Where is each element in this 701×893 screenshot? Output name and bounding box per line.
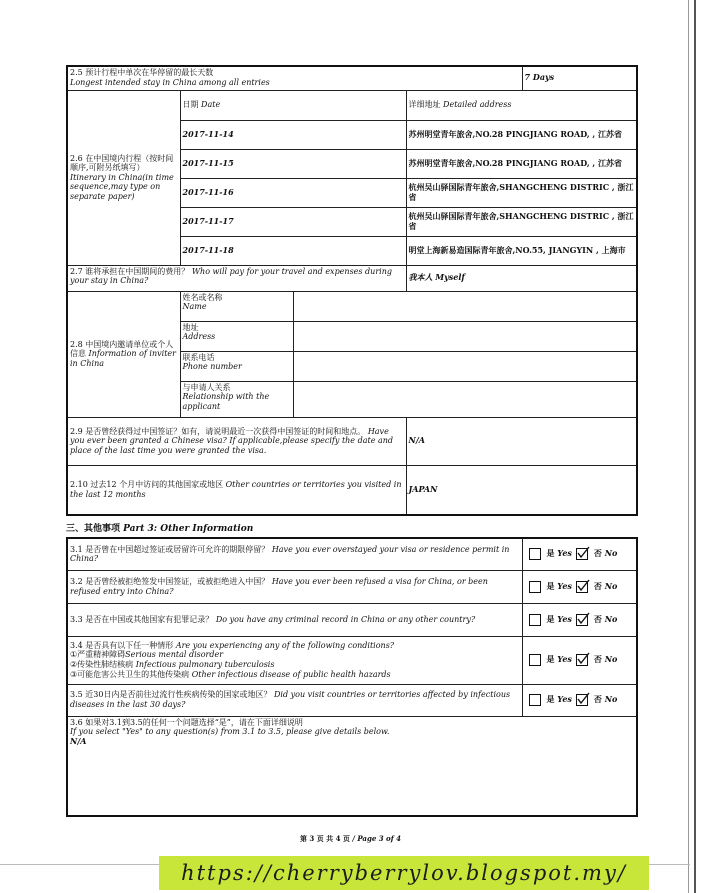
- q3-6-en: If you select "Yes" to any question(s) from 3.1 to 3.5, please give details below.: [70, 727, 390, 737]
- yes-label-en: Yes: [557, 548, 572, 559]
- inviter-relationship-cn: 与申请人关系: [182, 382, 231, 392]
- no-label-cn: 否: [593, 654, 602, 664]
- q3-1-cn: 3.1 是否曾在中国超过签证或居留许可允许的期限停留？: [70, 544, 270, 554]
- yes-checkbox[interactable]: [529, 614, 541, 626]
- inviter-name-value[interactable]: [293, 291, 637, 321]
- yes-label-en: Yes: [557, 580, 572, 591]
- inviter-relationship-value[interactable]: [293, 381, 637, 417]
- date-header-cn: 日期: [182, 100, 199, 110]
- condition-2-en: Infectious pulmonary tuberculosis: [135, 660, 275, 669]
- part3-title-cn: 三、其他事项: [66, 524, 121, 534]
- date-header: [180, 90, 406, 120]
- q2-7-value[interactable]: 我本人 Myself: [406, 265, 637, 291]
- inviter-phone-cn: 联系电话: [182, 352, 215, 362]
- yes-checkbox[interactable]: [529, 654, 541, 666]
- q3-2-row: [67, 570, 637, 603]
- row-2-9: [67, 417, 637, 465]
- yes-label-en: Yes: [557, 613, 572, 624]
- address-header-en: Detailed address: [443, 100, 512, 110]
- q2-9-label: [67, 417, 406, 465]
- no-label-en: No: [604, 548, 618, 559]
- no-checkbox[interactable]: [576, 654, 588, 666]
- no-label-cn: 否: [593, 580, 602, 591]
- q2-10-value[interactable]: JAPAN: [406, 465, 637, 515]
- itinerary-date[interactable]: 2017-11-16: [180, 178, 406, 207]
- q2-8-label: [67, 291, 180, 417]
- page-edge-shadow: [694, 0, 696, 893]
- q3-3-answer: [522, 603, 637, 636]
- itinerary-date[interactable]: 2017-11-17: [180, 207, 406, 236]
- part3-table: [66, 537, 638, 817]
- yes-label-cn: 是: [546, 694, 555, 704]
- q3-1-label: [67, 538, 522, 570]
- no-label-en: No: [604, 613, 618, 624]
- inviter-address-value[interactable]: [293, 321, 637, 351]
- q2-6-label-cn: 2.6 在中国境内行程（按时间顺序,可附另纸填写）: [70, 153, 174, 173]
- checkmark-icon: [576, 546, 590, 560]
- row-2-5: [67, 66, 637, 90]
- q2-6-label-en: Itinerary in China(in time sequence,may type on separate paper): [70, 172, 174, 201]
- q2-8-label-en: Information of inviter in China: [70, 349, 176, 368]
- inviter-name-en: Name: [182, 302, 207, 312]
- q3-5-en: Did you visit countries or territories affected by infectious diseases in the last 30 days?: [70, 690, 511, 709]
- q3-5-row: [67, 684, 637, 716]
- row-2-6-header: [67, 90, 637, 120]
- q3-6-row: [67, 716, 637, 816]
- itinerary-table: [66, 65, 638, 516]
- condition-3-en: Other infectious disease of public health hazards: [191, 669, 391, 679]
- q3-2-answer: [522, 570, 637, 603]
- yes-label-cn: 是: [546, 548, 555, 559]
- q3-5-cn: 3.5 近30日内是否前往过流行性疾病传染的国家或地区？: [70, 690, 272, 700]
- itinerary-date[interactable]: 2017-11-14: [180, 120, 406, 149]
- q3-1-answer: [522, 538, 637, 570]
- q3-4-en: Are you experiencing any of the following conditions?: [175, 640, 395, 650]
- no-checkbox[interactable]: [576, 614, 588, 626]
- page-footer: [0, 834, 701, 844]
- q2-5-value[interactable]: 7 Days: [522, 66, 637, 90]
- inviter-name-label: [180, 291, 293, 321]
- page-edge-line: [688, 0, 689, 893]
- q3-3-cn: 3.3 是否在中国或其他国家有犯罪记录？: [70, 614, 214, 624]
- condition-3-cn: ③可能危害公共卫生的其他传染病: [70, 669, 190, 679]
- inviter-name-cn: 姓名或名称: [182, 292, 223, 302]
- row-2-10: [67, 465, 637, 515]
- inviter-address-en: Address: [182, 332, 216, 342]
- condition-2-cn: ②传染性肺结核病: [70, 660, 134, 669]
- itinerary-date[interactable]: 2017-11-15: [180, 149, 406, 178]
- inviter-address-label: [180, 321, 293, 351]
- q3-2-en: Have you ever been refused a visa for China, or been refused entry into China?: [70, 576, 488, 596]
- row-2-8-name: [67, 291, 637, 321]
- inviter-address-cn: 地址: [182, 322, 199, 332]
- q3-2-label: [67, 570, 522, 603]
- q2-10-label-en: Other countries or territories you visited in the last 12 months: [70, 480, 402, 499]
- q3-4-label: [67, 636, 522, 684]
- checkmark-icon: [576, 652, 590, 666]
- q2-9-label-en: Have you ever been granted a Chinese visa? If applicable,please specify the date and place of the last time you were granted the visa.: [70, 426, 394, 455]
- q2-5-label: [67, 66, 522, 90]
- yes-label-cn: 是: [546, 580, 555, 591]
- q3-4-row: [67, 636, 637, 684]
- no-label-cn: 否: [593, 613, 602, 624]
- q3-6-value: N/A: [70, 735, 87, 746]
- itinerary-date[interactable]: 2017-11-18: [180, 236, 406, 265]
- yes-checkbox[interactable]: [529, 548, 541, 560]
- q3-3-row: [67, 603, 637, 636]
- form-sheet: [66, 65, 636, 516]
- inviter-phone-label: [180, 351, 293, 381]
- q3-5-label: [67, 684, 522, 716]
- condition-1-en: Serious mental disorder: [125, 650, 224, 660]
- itinerary-address[interactable]: 苏州明堂青年旅舍,NO.28 PINGJIANG ROAD, , 江苏省: [406, 120, 637, 149]
- q3-1-row: [67, 538, 637, 570]
- q2-7-label-cn: 2.7 谁将承担在中国期间的费用？: [70, 266, 190, 276]
- q3-1-en: Have you ever overstayed your visa or residence permit in China?: [70, 544, 510, 564]
- checkmark-icon: [576, 692, 590, 706]
- no-checkbox[interactable]: [576, 581, 588, 593]
- blog-watermark: https://cherryberrylov.blogspot.my/: [159, 856, 649, 890]
- address-header: [406, 90, 637, 120]
- q3-6-cn: 3.6 如果对3.1到3.5的任何一个问题选择“是”，请在下面详细说明: [70, 717, 303, 727]
- no-label-cn: 否: [593, 548, 602, 559]
- part3-title: [66, 521, 253, 534]
- yes-label-en: Yes: [557, 654, 572, 664]
- q2-7-label-en: Who will pay for your travel and expenses during your stay in China?: [70, 266, 392, 286]
- q3-3-label: [67, 603, 522, 636]
- yes-label-en: Yes: [557, 694, 572, 704]
- inviter-relationship-en: Relationship with the applicant: [182, 392, 270, 411]
- row-2-7: [67, 265, 637, 291]
- q3-4-cn: 3.4 是否具有以下任一种情形: [70, 640, 174, 650]
- no-label-en: No: [604, 654, 618, 664]
- q2-6-label: [67, 90, 180, 265]
- yes-checkbox[interactable]: [529, 694, 541, 706]
- no-label-cn: 否: [593, 694, 602, 704]
- yes-label-cn: 是: [546, 654, 555, 664]
- yes-checkbox[interactable]: [529, 581, 541, 593]
- itinerary-address[interactable]: 杭州吴山驿国际青年旅舍,SHANGCHENG DISTRIC , 浙江省: [406, 178, 637, 207]
- q2-9-label-cn: 2.9 是否曾经获得过中国签证？如有，请说明最近一次获得中国签证的时间和地点。: [70, 426, 366, 436]
- yes-label-cn: 是: [546, 613, 555, 624]
- address-header-cn: 详细地址: [408, 100, 441, 110]
- q2-10-label-cn: 2.10 过去12 个月中访问的其他国家或地区: [70, 480, 224, 490]
- footer-en: / Page 3 of 4: [352, 834, 402, 843]
- q3-3-en: Do you have any criminal record in China or any other country?: [215, 614, 476, 624]
- q3-4-answer: [522, 636, 637, 684]
- no-checkbox[interactable]: [576, 548, 588, 560]
- q2-7-label: [67, 265, 406, 291]
- inviter-relationship-label: [180, 381, 293, 417]
- q2-5-label-en: Longest intended stay in China among all entries: [70, 77, 270, 87]
- itinerary-address[interactable]: 杭州吴山驿国际青年旅舍,SHANGCHENG DISTRIC , 浙江省: [406, 207, 637, 236]
- q2-8-label-cn: 2.8 中国境内邀请单位或个人信息: [70, 339, 174, 359]
- inviter-phone-en: Phone number: [182, 362, 242, 372]
- no-label-en: No: [604, 580, 618, 591]
- q3-2-cn: 3.2 是否曾经被拒绝签发中国签证，或被拒绝进入中国？: [70, 576, 270, 586]
- footer-cn: 第 3 页 共 4 页: [299, 834, 350, 843]
- checkmark-icon: [576, 612, 590, 626]
- q2-10-label: [67, 465, 406, 515]
- q2-5-label-cn: 2.5 预计行程中单次在华停留的最长天数: [70, 68, 214, 77]
- condition-1-cn: ①严重精神障碍: [70, 650, 126, 660]
- checkmark-icon: [576, 579, 590, 593]
- no-label-en: No: [604, 694, 618, 704]
- q3-5-answer: [522, 684, 637, 716]
- q3-6-details[interactable]: [67, 716, 637, 816]
- q2-9-value[interactable]: N/A: [406, 417, 637, 465]
- no-checkbox[interactable]: [576, 694, 588, 706]
- itinerary-address[interactable]: 明堂上海新易造国际青年旅舍,NO.55, JIANGYIN , 上海市: [406, 236, 637, 265]
- itinerary-address[interactable]: 苏州明堂青年旅舍,NO.28 PINGJIANG ROAD, , 江苏省: [406, 149, 637, 178]
- inviter-phone-value[interactable]: [293, 351, 637, 381]
- date-header-en: Date: [201, 100, 221, 110]
- part3-sheet: [66, 537, 636, 817]
- part3-title-en: Part 3: Other Information: [123, 524, 254, 534]
